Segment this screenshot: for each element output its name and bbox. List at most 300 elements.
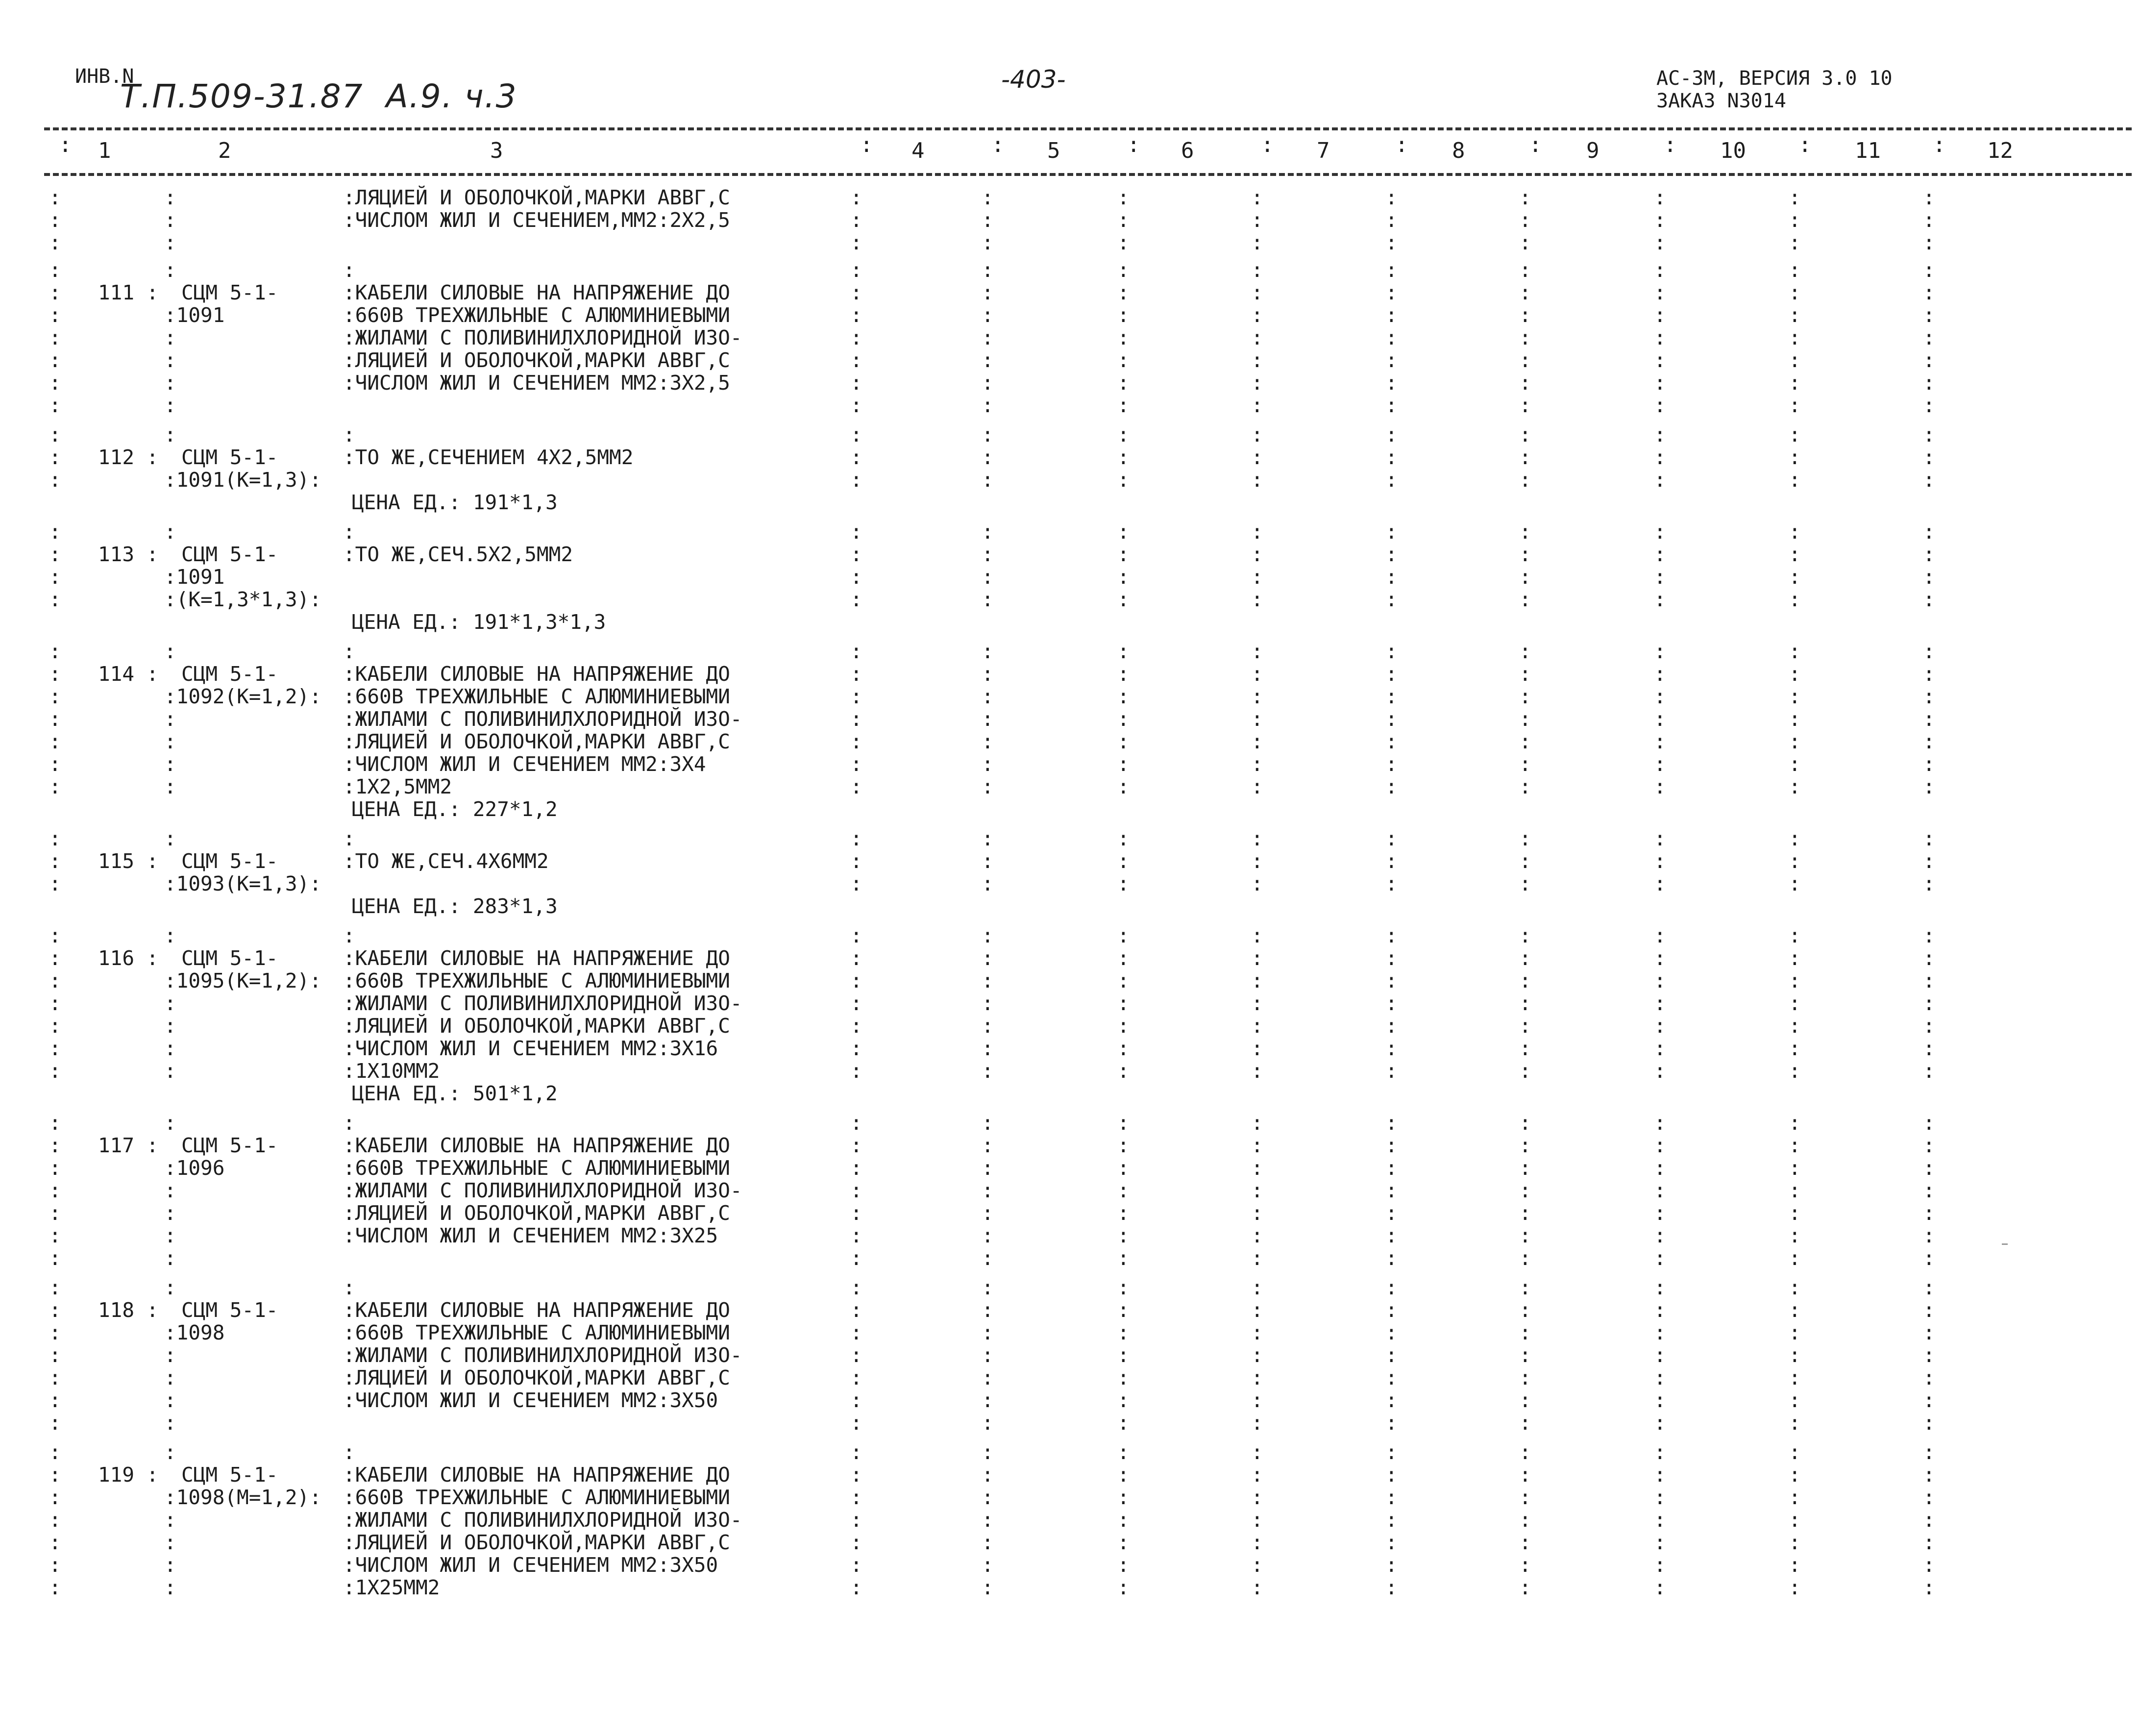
column-separator-colon: : [1789, 1321, 1801, 1344]
column-separator-colon: : [850, 1224, 862, 1247]
order-number: ЗАКАЗ N3014 [1656, 90, 1786, 112]
column-separator-colon: : [1117, 326, 1130, 349]
description-line: :ЛЯЦИЕЙ И ОБОЛОЧКОЙ,МАРКИ АВВГ,С [343, 186, 730, 209]
column-separator-colon: : [1923, 1486, 1935, 1509]
column-separator-colon: : [1385, 1463, 1398, 1487]
column-separator-colon: : [1519, 1321, 1531, 1344]
column-separator-colon: : [850, 1111, 862, 1135]
column-separator-colon: : [1789, 1179, 1801, 1202]
column-separator-colon: : [1117, 1201, 1130, 1225]
column-separator-colon: : [982, 1389, 994, 1412]
column-separator-colon: : [49, 1508, 61, 1532]
column-separator-colon: : [1789, 348, 1801, 372]
column-header-separator: : [1933, 132, 1946, 157]
column-separator-colon: : [1654, 969, 1666, 992]
column-separator-colon: : [1519, 1298, 1531, 1322]
column-separator-colon: : [1923, 1531, 1935, 1554]
column-separator-colon: : [1654, 707, 1666, 731]
column-separator-colon: : [1519, 730, 1531, 753]
column-separator-colon: : [850, 1298, 862, 1322]
column-separator-colon: : [1385, 1440, 1398, 1464]
column-separator-colon: : [1654, 662, 1666, 686]
column-separator-colon: : [1519, 1276, 1531, 1299]
column-separator-colon: : [850, 258, 862, 282]
column-separator-colon: : [49, 849, 61, 873]
column-separator-colon: : [1789, 326, 1801, 349]
column-separator-colon: : [49, 588, 61, 611]
column-separator-colon: : [850, 281, 862, 304]
column-separator-colon: : [1789, 1440, 1801, 1464]
column-header-10: 10 [1720, 138, 1746, 163]
column-separator-colon: : [1654, 468, 1666, 492]
column-separator-colon: : [850, 1156, 862, 1180]
column-separator-colon: : [850, 520, 862, 544]
column-separator-colon: : [1789, 640, 1801, 663]
column-header-separator: : [1261, 132, 1274, 157]
column-separator-colon: : [1654, 371, 1666, 395]
desc-colon: : [343, 827, 355, 850]
column-separator-colon: : [49, 1321, 61, 1344]
column-separator-colon: : [49, 1276, 61, 1299]
column-separator-colon: : [1519, 1111, 1531, 1135]
column-separator-colon: : [1654, 1276, 1666, 1299]
column-separator-colon: : [1117, 946, 1130, 970]
column-separator-colon: : [1385, 730, 1398, 753]
column-separator-colon: : [1654, 1440, 1666, 1464]
code-colon: : [164, 1014, 176, 1038]
resource-code: СЦМ 5-1- [181, 662, 278, 686]
column-separator-colon: : [1923, 208, 1935, 232]
column-separator-colon: : [1789, 468, 1801, 492]
column-separator-colon: : [1923, 1508, 1935, 1532]
column-separator-colon: : [49, 1343, 61, 1367]
column-separator-colon: : [982, 1298, 994, 1322]
code-colon: : [164, 326, 176, 349]
column-separator-colon: : [1117, 992, 1130, 1015]
description-line: :ЧИСЛОМ ЖИЛ И СЕЧЕНИЕМ ММ2:3Х4 [343, 752, 706, 776]
column-separator-colon: : [1789, 992, 1801, 1015]
column-separator-colon: : [49, 1463, 61, 1487]
page-number: -403- [1001, 65, 1066, 94]
code-colon: : [164, 186, 176, 209]
code-colon: : [164, 1179, 176, 1202]
column-separator-colon: : [1385, 1014, 1398, 1038]
column-separator-colon: : [1923, 1411, 1935, 1435]
column-separator-colon: : [850, 565, 862, 589]
column-separator-colon: : [1251, 208, 1263, 232]
column-separator-colon: : [49, 303, 61, 327]
column-separator-colon: : [1117, 1440, 1130, 1464]
description-line: :КАБЕЛИ СИЛОВЫЕ НА НАПРЯЖЕНИЕ ДО [343, 946, 730, 970]
column-separator-colon: : [850, 969, 862, 992]
column-separator-colon: : [1385, 1276, 1398, 1299]
column-separator-colon: : [1923, 281, 1935, 304]
column-separator-colon: : [49, 775, 61, 798]
description-line: :1Х25ММ2 [343, 1576, 440, 1599]
column-separator-colon: : [1519, 1463, 1531, 1487]
column-separator-colon: : [1117, 730, 1130, 753]
column-separator-colon: : [1385, 281, 1398, 304]
column-separator-colon: : [1654, 752, 1666, 776]
code-colon: : [164, 730, 176, 753]
column-separator-colon: : [850, 662, 862, 686]
column-separator-colon: : [1789, 1576, 1801, 1599]
column-separator-colon: : [1923, 685, 1935, 708]
column-separator-colon: : [850, 1321, 862, 1344]
column-separator-colon: : [982, 1156, 994, 1180]
column-header-separator: : [1664, 132, 1677, 157]
column-separator-colon: : [49, 1179, 61, 1202]
column-separator-colon: : [1789, 1463, 1801, 1487]
column-separator-colon: : [49, 208, 61, 232]
code-colon: : [164, 348, 176, 372]
column-separator-colon: : [982, 423, 994, 446]
resource-code: СЦМ 5-1- [181, 849, 278, 873]
column-separator-colon: : [1789, 1508, 1801, 1532]
column-separator-colon: : [1789, 685, 1801, 708]
column-separator-colon: : [49, 662, 61, 686]
unit-price-note: ЦЕНА ЕД.: 501*1,2 [352, 1082, 558, 1105]
column-separator-colon: : [1789, 543, 1801, 566]
column-separator-colon: : [1385, 1179, 1398, 1202]
column-separator-colon: : [1117, 1246, 1130, 1270]
code-colon: : [164, 1411, 176, 1435]
column-separator-colon: : [850, 371, 862, 395]
description-line: :ЛЯЦИЕЙ И ОБОЛОЧКОЙ,МАРКИ АВВГ,С [343, 1366, 730, 1389]
column-separator-colon: : [982, 1246, 994, 1270]
column-separator-colon: : [49, 520, 61, 544]
column-separator-colon: : [850, 423, 862, 446]
resource-code: СЦМ 5-1- [181, 281, 278, 304]
column-separator-colon: : [1654, 303, 1666, 327]
description-line: :КАБЕЛИ СИЛОВЫЕ НА НАПРЯЖЕНИЕ ДО [343, 662, 730, 686]
column-separator-colon: : [1251, 520, 1263, 544]
column-separator-colon: : [1117, 1576, 1130, 1599]
column-separator-colon: : [982, 348, 994, 372]
column-separator-colon: : [1789, 1486, 1801, 1509]
code-colon: : [164, 1508, 176, 1532]
column-separator-colon: : [49, 1201, 61, 1225]
column-separator-colon: : [1789, 1553, 1801, 1577]
column-separator-colon: : [1789, 1037, 1801, 1060]
column-separator-colon: : [1654, 231, 1666, 254]
column-separator-colon: : [1923, 1276, 1935, 1299]
column-separator-colon: : [1251, 1463, 1263, 1487]
column-separator-colon: : [49, 446, 61, 469]
column-separator-colon: : [1117, 969, 1130, 992]
column-separator-colon: : [1385, 1246, 1398, 1270]
column-separator-colon: : [1519, 1134, 1531, 1157]
column-separator-colon: : [1385, 1156, 1398, 1180]
desc-colon: : [343, 1440, 355, 1464]
column-separator-colon: : [982, 1276, 994, 1299]
code-colon: : [164, 423, 176, 446]
column-separator-colon: : [982, 1366, 994, 1389]
column-separator-colon: : [1251, 326, 1263, 349]
column-separator-colon: : [1251, 371, 1263, 395]
column-header-8: 8 [1452, 138, 1465, 163]
column-separator-colon: : [1251, 1156, 1263, 1180]
column-separator-colon: : [982, 231, 994, 254]
column-separator-colon: : [1519, 1366, 1531, 1389]
code-colon: : [164, 924, 176, 947]
column-separator-colon: : [1385, 775, 1398, 798]
column-separator-colon: : [982, 849, 994, 873]
column-separator-colon: : [1923, 468, 1935, 492]
column-separator-colon: : [49, 752, 61, 776]
column-separator-colon: : [1519, 1440, 1531, 1464]
column-separator-colon: : [1654, 348, 1666, 372]
column-separator-colon: : [850, 1553, 862, 1577]
column-separator-colon: : [49, 946, 61, 970]
column-separator-colon: : [1654, 1508, 1666, 1532]
column-separator-colon: : [1789, 1531, 1801, 1554]
code-colon: : [164, 520, 176, 544]
resource-code: :1098(М=1,2): [164, 1486, 321, 1509]
column-separator-colon: : [1519, 775, 1531, 798]
header-bottom-rule [44, 173, 2132, 176]
column-separator-colon: : [1251, 1343, 1263, 1367]
column-header-9: 9 [1586, 138, 1600, 163]
column-separator-colon: : [1519, 1201, 1531, 1225]
code-colon: : [164, 258, 176, 282]
column-separator-colon: : [850, 1389, 862, 1412]
column-separator-colon: : [1923, 543, 1935, 566]
column-separator-colon: : [1519, 946, 1531, 970]
column-separator-colon: : [1789, 423, 1801, 446]
column-separator-colon: : [1519, 1531, 1531, 1554]
column-header-7: 7 [1317, 138, 1330, 163]
column-separator-colon: : [850, 1246, 862, 1270]
column-separator-colon: : [1385, 231, 1398, 254]
column-separator-colon: : [1117, 1014, 1130, 1038]
column-separator-colon: : [982, 1576, 994, 1599]
code-colon: : [164, 1531, 176, 1554]
column-separator-colon: : [1519, 208, 1531, 232]
code-colon: : [164, 208, 176, 232]
row-number: 115 : [98, 849, 159, 873]
column-separator-colon: : [1251, 872, 1263, 895]
column-separator-colon: : [1385, 208, 1398, 232]
column-separator-colon: : [1251, 924, 1263, 947]
column-separator-colon: : [982, 565, 994, 589]
column-separator-colon: : [1251, 423, 1263, 446]
column-separator-colon: : [1654, 1321, 1666, 1344]
column-separator-colon: : [1654, 849, 1666, 873]
code-colon: : [164, 394, 176, 417]
column-separator-colon: : [1251, 827, 1263, 850]
column-separator-colon: : [1923, 1553, 1935, 1577]
column-separator-colon: : [1117, 775, 1130, 798]
row-number: 113 : [98, 543, 159, 566]
column-separator-colon: : [49, 1111, 61, 1135]
column-separator-colon: : [1251, 662, 1263, 686]
header-top-rule [44, 127, 2132, 130]
column-separator-colon: : [982, 1037, 994, 1060]
resource-code: :1093(К=1,3): [164, 872, 321, 895]
column-separator-colon: : [1654, 1463, 1666, 1487]
column-separator-colon: : [1789, 730, 1801, 753]
column-separator-colon: : [1654, 730, 1666, 753]
column-separator-colon: : [1519, 1156, 1531, 1180]
column-separator-colon: : [49, 565, 61, 589]
column-separator-colon: : [1385, 924, 1398, 947]
row-number: 118 : [98, 1298, 159, 1322]
code-colon: : [164, 1343, 176, 1367]
column-separator-colon: : [49, 1389, 61, 1412]
column-separator-colon: : [1789, 872, 1801, 895]
column-separator-colon: : [1654, 1156, 1666, 1180]
column-separator-colon: : [1251, 1298, 1263, 1322]
column-separator-colon: : [850, 1179, 862, 1202]
description-line: :КАБЕЛИ СИЛОВЫЕ НА НАПРЯЖЕНИЕ ДО [343, 1134, 730, 1157]
column-separator-colon: : [1923, 1463, 1935, 1487]
column-separator-colon: : [1251, 1508, 1263, 1532]
column-separator-colon: : [1251, 1179, 1263, 1202]
resource-code: СЦМ 5-1- [181, 446, 278, 469]
description-line: :ЧИСЛОМ ЖИЛ И СЕЧЕНИЕМ ММ2:3Х2,5 [343, 371, 730, 395]
description-line: :ЖИЛАМИ С ПОЛИВИНИЛХЛОРИДНОЙ ИЗО- [343, 992, 742, 1015]
column-separator-colon: : [49, 468, 61, 492]
column-separator-colon: : [1385, 1037, 1398, 1060]
column-separator-colon: : [1789, 303, 1801, 327]
column-separator-colon: : [1654, 588, 1666, 611]
column-separator-colon: : [982, 446, 994, 469]
column-separator-colon: : [1923, 662, 1935, 686]
column-separator-colon: : [1251, 707, 1263, 731]
column-separator-colon: : [850, 446, 862, 469]
column-separator-colon: : [1385, 992, 1398, 1015]
column-separator-colon: : [1654, 1014, 1666, 1038]
column-separator-colon: : [850, 849, 862, 873]
description-line: :ЛЯЦИЕЙ И ОБОЛОЧКОЙ,МАРКИ АВВГ,С [343, 1201, 730, 1225]
column-separator-colon: : [1385, 1508, 1398, 1532]
column-header-4: 4 [911, 138, 925, 163]
column-separator-colon: : [1385, 1576, 1398, 1599]
description-line: :ЖИЛАМИ С ПОЛИВИНИЛХЛОРИДНОЙ ИЗО- [343, 1508, 742, 1532]
unit-price-note: ЦЕНА ЕД.: 191*1,3*1,3 [352, 610, 606, 634]
column-separator-colon: : [1789, 827, 1801, 850]
column-separator-colon: : [1789, 1276, 1801, 1299]
column-separator-colon: : [1923, 707, 1935, 731]
column-separator-colon: : [1923, 186, 1935, 209]
column-separator-colon: : [982, 707, 994, 731]
column-separator-colon: : [1519, 872, 1531, 895]
column-separator-colon: : [1117, 1321, 1130, 1344]
column-separator-colon: : [1519, 849, 1531, 873]
column-separator-colon: : [1117, 588, 1130, 611]
column-separator-colon: : [850, 1440, 862, 1464]
code-colon: : [164, 707, 176, 731]
column-separator-colon: : [1789, 775, 1801, 798]
column-separator-colon: : [1923, 1134, 1935, 1157]
column-separator-colon: : [850, 208, 862, 232]
column-separator-colon: : [1923, 1246, 1935, 1270]
column-header-1: 1 [98, 138, 111, 163]
column-separator-colon: : [1923, 588, 1935, 611]
resource-code: :1091(К=1,3): [164, 468, 321, 492]
column-separator-colon: : [1519, 992, 1531, 1015]
column-header-11: 11 [1855, 138, 1881, 163]
column-separator-colon: : [1923, 1156, 1935, 1180]
column-separator-colon: : [850, 1059, 862, 1083]
column-separator-colon: : [1923, 1576, 1935, 1599]
column-header-separator: : [991, 132, 1005, 157]
column-separator-colon: : [850, 394, 862, 417]
column-separator-colon: : [1251, 446, 1263, 469]
column-separator-colon: : [1385, 1411, 1398, 1435]
column-separator-colon: : [49, 872, 61, 895]
column-separator-colon: : [1789, 1224, 1801, 1247]
column-separator-colon: : [1117, 258, 1130, 282]
code-colon: : [164, 752, 176, 776]
column-separator-colon: : [850, 752, 862, 776]
column-separator-colon: : [49, 969, 61, 992]
column-separator-colon: : [1923, 1014, 1935, 1038]
column-separator-colon: : [1519, 1246, 1531, 1270]
column-separator-colon: : [1519, 707, 1531, 731]
code-colon: : [164, 231, 176, 254]
column-separator-colon: : [1117, 348, 1130, 372]
column-separator-colon: : [1789, 1014, 1801, 1038]
column-separator-colon: : [1117, 1059, 1130, 1083]
column-separator-colon: : [1117, 1486, 1130, 1509]
row-number: 114 : [98, 662, 159, 686]
column-separator-colon: : [1519, 1059, 1531, 1083]
column-separator-colon: : [1789, 394, 1801, 417]
column-separator-colon: : [1251, 1553, 1263, 1577]
column-separator-colon: : [49, 1224, 61, 1247]
column-separator-colon: : [1519, 565, 1531, 589]
column-separator-colon: : [1923, 303, 1935, 327]
column-separator-colon: : [850, 992, 862, 1015]
column-separator-colon: : [49, 258, 61, 282]
column-separator-colon: : [1923, 1111, 1935, 1135]
column-separator-colon: : [1385, 326, 1398, 349]
column-separator-colon: : [1385, 468, 1398, 492]
column-separator-colon: : [1251, 969, 1263, 992]
column-separator-colon: : [49, 1486, 61, 1509]
column-separator-colon: : [1923, 231, 1935, 254]
desc-colon: : [343, 640, 355, 663]
column-separator-colon: : [1923, 1440, 1935, 1464]
description-line: :660В ТРЕХЖИЛЬНЫЕ С АЛЮМИНИЕВЫМИ [343, 685, 730, 708]
column-separator-colon: : [982, 1201, 994, 1225]
column-separator-colon: : [1923, 640, 1935, 663]
column-separator-colon: : [1519, 752, 1531, 776]
column-separator-colon: : [1519, 1014, 1531, 1038]
column-separator-colon: : [1251, 775, 1263, 798]
column-separator-colon: : [1251, 849, 1263, 873]
column-header-separator: : [1395, 132, 1408, 157]
row-number: 112 : [98, 446, 159, 469]
column-separator-colon: : [1789, 1134, 1801, 1157]
desc-colon: : [343, 924, 355, 947]
unit-price-note: ЦЕНА ЕД.: 283*1,3 [352, 894, 558, 918]
row-number: 119 : [98, 1463, 159, 1487]
column-separator-colon: : [49, 371, 61, 395]
column-separator-colon: : [1519, 326, 1531, 349]
description-line: :660В ТРЕХЖИЛЬНЫЕ С АЛЮМИНИЕВЫМИ [343, 1321, 730, 1344]
desc-colon: : [343, 520, 355, 544]
column-separator-colon: : [1117, 662, 1130, 686]
column-separator-colon: : [982, 1059, 994, 1083]
column-separator-colon: : [982, 872, 994, 895]
column-separator-colon: : [1251, 258, 1263, 282]
column-separator-colon: : [1519, 446, 1531, 469]
column-separator-colon: : [1923, 423, 1935, 446]
column-separator-colon: : [982, 1179, 994, 1202]
